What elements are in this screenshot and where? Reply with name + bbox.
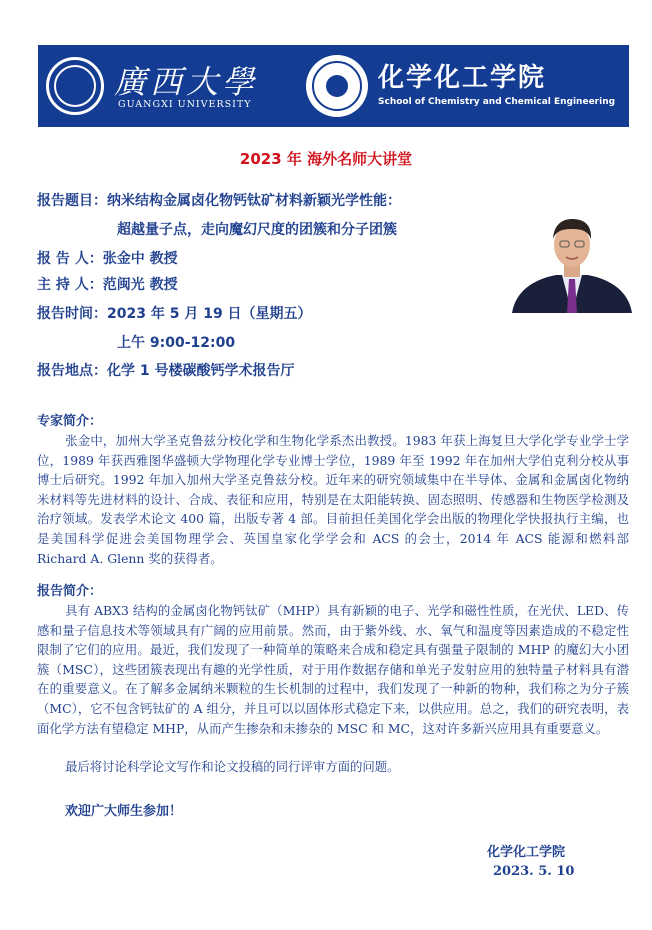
report-paragraph: [37, 601, 629, 738]
signature: 化学化工学院: [487, 845, 566, 860]
topic-line1: 纳米结构金属卤化物钙钛矿材料新颖光学性能：: [107, 193, 401, 209]
time-hours: 上午 9:00-12:00: [117, 335, 236, 351]
speaker-photo: [506, 209, 638, 313]
expert-paragraph: [37, 431, 629, 568]
host-label: 主 持 人：: [37, 277, 103, 293]
topic-row: [37, 190, 401, 210]
place-row: [37, 360, 295, 380]
place-name: 化学 1 号楼碳酸钙学术报告厅: [107, 363, 295, 379]
date: 2023. 5. 10: [493, 864, 575, 879]
school-logo-icon: [306, 55, 368, 117]
topic-line2: 超越量子点，走向魔幻尺度的团簇和分子团簇: [117, 222, 397, 238]
host-name: 范闽光 教授: [102, 277, 178, 293]
university-name-en: GUANGXI UNIVERSITY: [118, 99, 252, 110]
speaker-portrait-icon: [506, 209, 638, 313]
school-name-cn: 化学化工学院: [378, 63, 547, 93]
university-logo-icon: [46, 57, 104, 115]
expert-text: 张金中，加州大学圣克鲁兹分校化学和生物化学系杰出教授。1983 年获上海复旦大学化学专业学士学位，1989 年获西雅图华盛顿大学物理化学专业博士学位，1989 年至 1992 年在加州大学伯克利分校从事博士后研究。1992 年加入加州大学圣克鲁兹分校。近年来的研究领域集中在半导体、金属和金属卤化物纳米材料等先进材料的设计、合成、表征和应用，特别是在太阳能转换、固态照明、传感器和生物医学检测及治疗领域。发表学术论文 400 篇，出版专著 4 部。目前担任美国化学会出版的物理化学快报执行主编，也是美国科学促进会美国物理学会、英国皇家化学学会和 ACS 的会士，2014 年 ACS 能源和燃料部 Richard A. Glenn 奖的获得者。: [37, 433, 629, 566]
speaker-row: [37, 248, 178, 268]
place-label: 报告地点：: [37, 363, 107, 379]
host-row: [37, 274, 178, 294]
speaker-label: 报 告 人：: [37, 251, 103, 267]
time-label: 报告时间：: [37, 306, 107, 322]
school-name-en: School of Chemistry and Chemical Engineering: [378, 97, 616, 107]
time-date: 2023 年 5 月 19 日（星期五）: [107, 306, 312, 322]
report-text: 具有 ABX3 结构的金属卤化物钙钛矿（MHP）具有新颖的电子、光学和磁性性质，在光伏、LED、传感和量子信息技术等领域具有广阔的应用前景。然而，由于紫外线、水、氧气和温度等因素造成的不稳定性限制了它们的应用。最近，我们发现了一种简单的策略来合成和稳定具有强量子限制的 MHP 的魔幻大小团簇（MSC），这些团簇表现出有趣的光学性质，对于用作数据存储和单光子发射应用的独特量子材料具有潜在的重要意义。在了解多金属纳米颗粒的生长机制的过程中，我们发现了一种新的物种，我们称之为分子簇（MC），它不包含钙钛矿的 A 组分，并且可以以固体形式稳定下来，以供应用。总之，我们的研究表明，表面化学方法有望稳定 MHP，从而产生掺杂和未掺杂的 MSC 和 MC，这对许多新兴应用具有重要意义。: [37, 603, 629, 736]
event-title: 2023 年 海外名师大讲堂: [239, 150, 413, 168]
report-paragraph-2: 最后将讨论科学论文写作和论文投稿的同行评审方面的问题。: [65, 759, 400, 774]
speaker-name: 张金中 教授: [102, 251, 178, 267]
university-name-cn: 廣西大學: [114, 63, 259, 101]
time-row: [37, 303, 312, 323]
topic-label: 报告题目：: [37, 193, 107, 209]
welcome-text: 欢迎广大师生参加！: [65, 804, 183, 819]
report-heading: 报告简介：: [37, 584, 103, 599]
expert-heading: 专家简介：: [37, 414, 103, 429]
header-banner: [38, 45, 629, 127]
